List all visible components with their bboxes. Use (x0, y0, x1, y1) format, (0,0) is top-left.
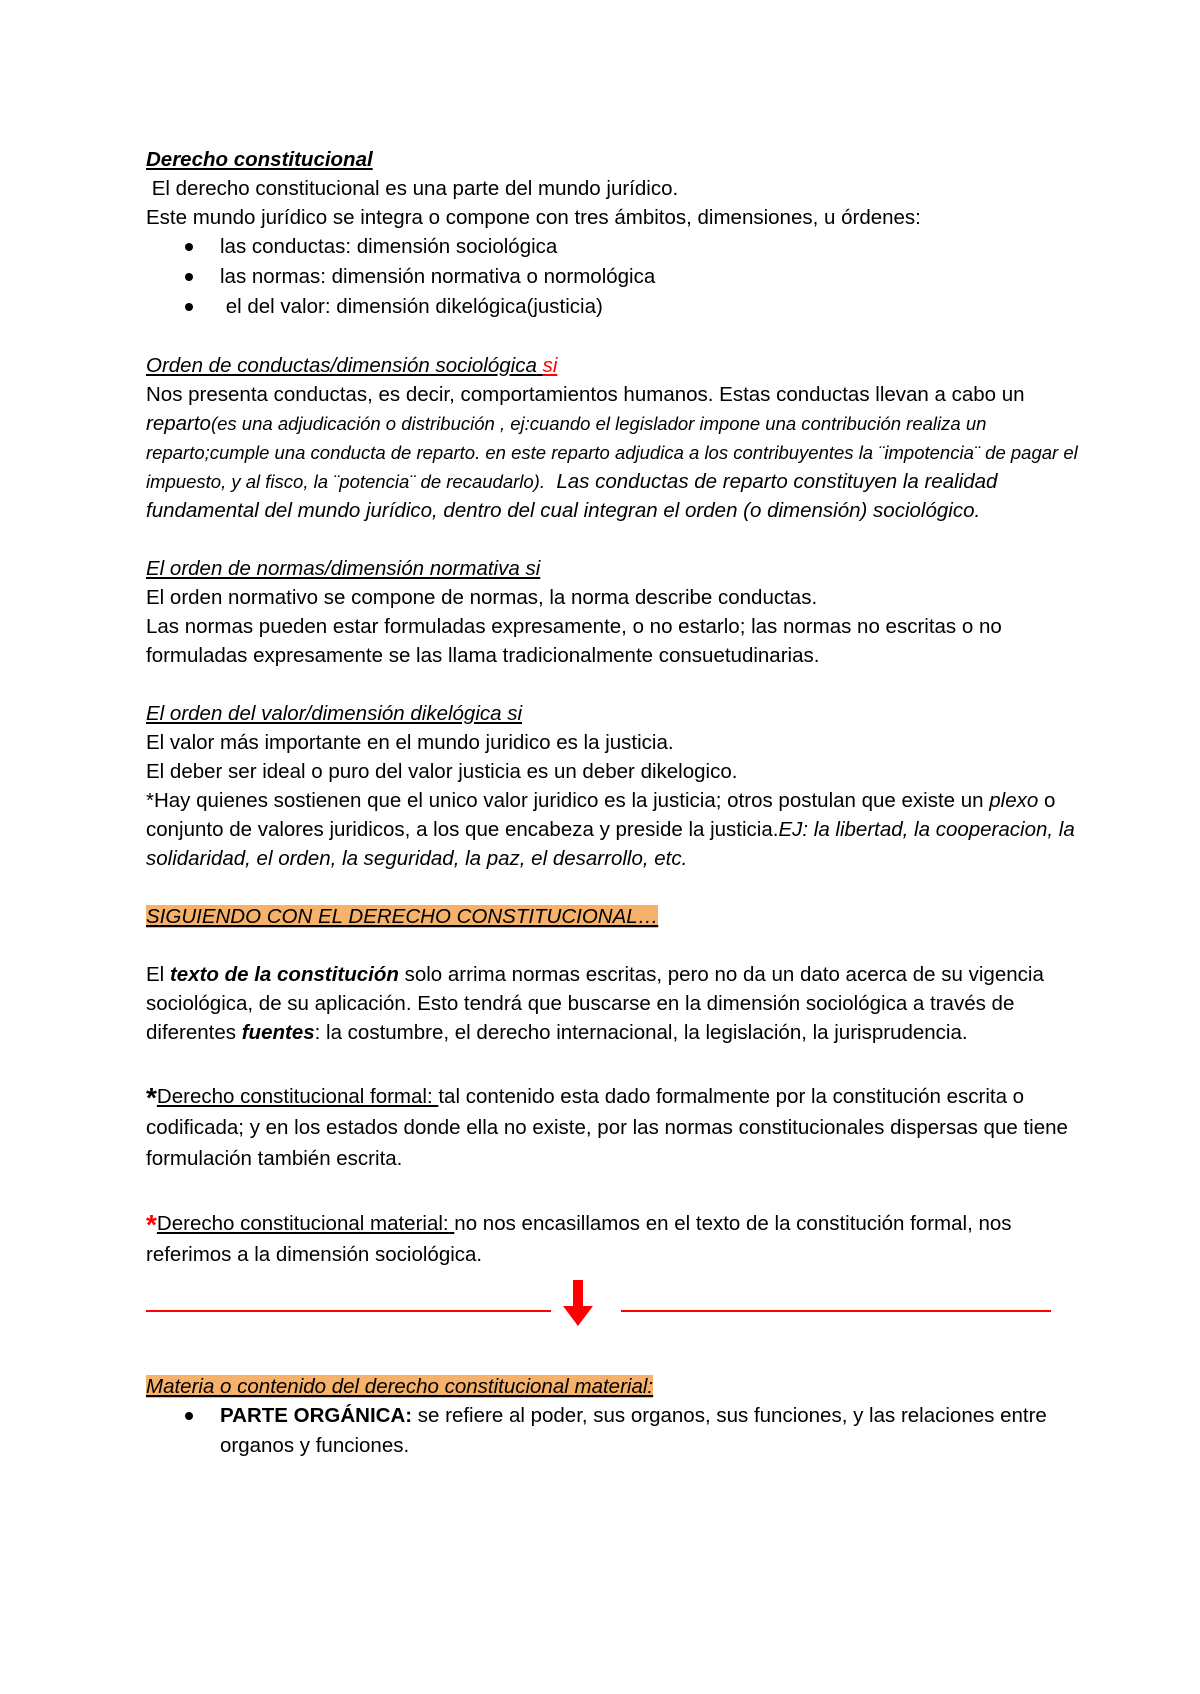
title-text: Derecho constitucional (146, 148, 373, 171)
list-item: el del valor: dimensión dikelógica(justicia) (146, 292, 1086, 322)
bullet-icon (185, 303, 193, 311)
texto-paragraph: El texto de la constitución solo arrima normas escritas, pero no da un dato acerca de su vigencia sociológica, de su aplicación. Esto tendrá que buscarse en la dimensión sociológica a través de diferentes fuentes: la costumbre, el derecho internacional, la legislación, la jurisprudencia. (146, 963, 1044, 1044)
normas-line-1: El orden normativo se compone de normas, la norma describe conductas. (146, 586, 818, 609)
material-paragraph: *Derecho constitucional material: no nos encasillamos en el texto de la constitución formal, nos referimos a la dimensión sociológica. (146, 1209, 1012, 1266)
document-title (146, 145, 1086, 174)
normas-heading: El orden de normas/dimensión normativa si (146, 557, 541, 580)
conductas-paragraph: Nos presenta conductas, es decir, comportamientos humanos. Estas conductas llevan a cabo un reparto(es una adjudicación o distribución , ej:cuando el legislador impone una contribución realiza un reparto;cumple una conducta de reparto. en este reparto adjudica a los contribuyentes la ¨impotencia¨ de pagar el impuesto, y al fisco, la ¨potencia¨ de recaudarlo). Las conductas de reparto constituyen la realidad fundamental del mundo jurídico, dentro del cual integran el orden (o dimensión) sociológico. (146, 383, 1078, 522)
arrow-down-icon (561, 1280, 595, 1328)
separator (146, 1270, 1086, 1330)
materia-list (146, 1401, 1086, 1461)
materia-heading: Materia o contenido del derecho constitucional material: (146, 1375, 654, 1398)
document-body (146, 145, 1086, 1461)
intro-line-2: Este mundo jurídico se integra o compone con tres ámbitos, dimensiones, u órdenes: (146, 206, 921, 229)
si-mark: si (542, 354, 558, 377)
asterisk-icon: * (146, 1209, 157, 1240)
highlight-heading: SIGUIENDO CON EL DERECHO CONSTITUCIONAL… (146, 905, 659, 928)
dimensions-list (146, 232, 1086, 322)
bullet-icon (185, 243, 193, 251)
valor-heading: El orden del valor/dimensión dikelógica si (146, 702, 523, 725)
conductas-heading: Orden de conductas/dimensión sociológica si (146, 354, 558, 377)
bullet-icon (185, 273, 193, 281)
separator-line-right (621, 1310, 1051, 1312)
separator-line-left (146, 1310, 551, 1312)
list-item: las conductas: dimensión sociológica (146, 232, 1086, 262)
valor-line-2: El deber ser ideal o puro del valor justicia es un deber dikelogico. (146, 760, 738, 783)
valor-line-1: El valor más importante en el mundo juridico es la justicia. (146, 731, 674, 754)
bullet-icon (185, 1412, 193, 1420)
intro-line-1: El derecho constitucional es una parte del mundo jurídico. (146, 177, 679, 200)
list-item: las normas: dimensión normativa o normológica (146, 262, 1086, 292)
valor-line-3: *Hay quienes sostienen que el unico valor juridico es la justicia; otros postulan que existe un plexo o conjunto de valores juridicos, a los que encabeza y preside la justicia.EJ: la libertad, la cooperacion, la solidaridad, el orden, la seguridad, la paz, el desarrollo, etc. (146, 789, 1075, 870)
formal-paragraph: *Derecho constitucional formal: tal contenido esta dado formalmente por la constitución escrita o codificada; y en los estados donde ella no existe, por las normas constitucionales dispersas que tiene formulación también escrita. (146, 1082, 1068, 1170)
normas-line-2: Las normas pueden estar formuladas expresamente, o no estarlo; las normas no escritas o no formuladas expresamente se las llama tradicionalmente consuetudinarias. (146, 615, 1002, 667)
list-item: PARTE ORGÁNICA: se refiere al poder, sus organos, sus funciones, y las relaciones entre organos y funciones. (146, 1401, 1086, 1461)
asterisk-icon: * (146, 1082, 157, 1113)
